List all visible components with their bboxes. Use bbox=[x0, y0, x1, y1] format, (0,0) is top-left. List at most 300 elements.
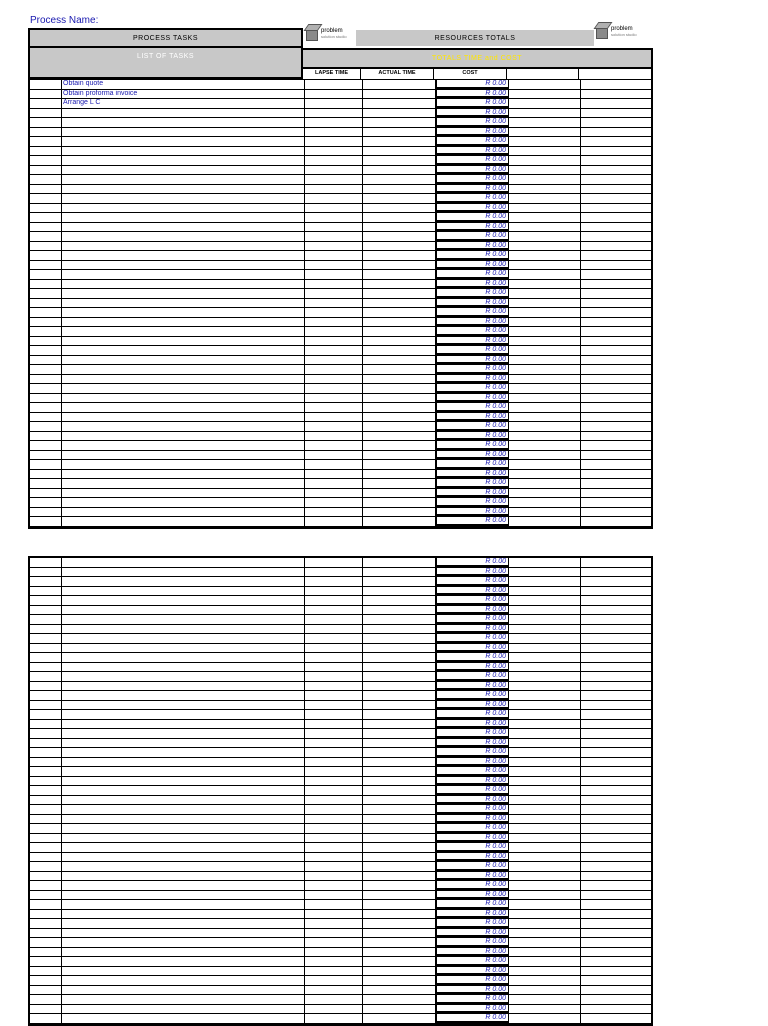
resource-cell-1[interactable] bbox=[509, 156, 581, 165]
lapse-time-cell[interactable] bbox=[305, 1014, 363, 1023]
task-cell[interactable] bbox=[62, 251, 305, 260]
resource-cell-1[interactable] bbox=[509, 460, 581, 469]
resource-cell-1[interactable] bbox=[509, 596, 581, 605]
resource-cell-2[interactable] bbox=[581, 251, 651, 260]
resource-cell-2[interactable] bbox=[581, 270, 651, 279]
resource-cell-1[interactable] bbox=[509, 299, 581, 308]
resource-cell-1[interactable] bbox=[509, 432, 581, 441]
row-number-cell[interactable] bbox=[30, 109, 62, 118]
resource-cell-2[interactable] bbox=[581, 976, 651, 985]
cost-cell[interactable]: R 0.00 bbox=[436, 853, 509, 862]
actual-time-cell[interactable] bbox=[363, 403, 436, 412]
resource-cell-2[interactable] bbox=[581, 318, 651, 327]
resource-cell-1[interactable] bbox=[509, 663, 581, 672]
row-number-cell[interactable] bbox=[30, 824, 62, 833]
lapse-time-cell[interactable] bbox=[305, 653, 363, 662]
resource-cell-1[interactable] bbox=[509, 824, 581, 833]
cost-cell[interactable]: R 0.00 bbox=[436, 625, 509, 634]
row-number-cell[interactable] bbox=[30, 413, 62, 422]
lapse-time-cell[interactable] bbox=[305, 498, 363, 507]
lapse-time-cell[interactable] bbox=[305, 834, 363, 843]
actual-time-cell[interactable] bbox=[363, 289, 436, 298]
resource-cell-1[interactable] bbox=[509, 815, 581, 824]
resource-cell-1[interactable] bbox=[509, 653, 581, 662]
cost-cell[interactable]: R 0.00 bbox=[436, 948, 509, 957]
row-number-cell[interactable] bbox=[30, 834, 62, 843]
cost-cell[interactable]: R 0.00 bbox=[436, 881, 509, 890]
task-cell[interactable] bbox=[62, 346, 305, 355]
row-number-cell[interactable] bbox=[30, 318, 62, 327]
resource-cell-1[interactable] bbox=[509, 853, 581, 862]
cost-cell[interactable]: R 0.00 bbox=[436, 204, 509, 213]
resource-cell-2[interactable] bbox=[581, 1014, 651, 1023]
actual-time-cell[interactable] bbox=[363, 758, 436, 767]
actual-time-cell[interactable] bbox=[363, 891, 436, 900]
cost-cell[interactable]: R 0.00 bbox=[436, 767, 509, 776]
actual-time-cell[interactable] bbox=[363, 843, 436, 852]
cost-cell[interactable]: R 0.00 bbox=[436, 720, 509, 729]
task-cell[interactable] bbox=[62, 853, 305, 862]
task-cell[interactable] bbox=[62, 587, 305, 596]
resource-cell-2[interactable] bbox=[581, 834, 651, 843]
actual-time-cell[interactable] bbox=[363, 413, 436, 422]
cost-cell[interactable]: R 0.00 bbox=[436, 318, 509, 327]
task-cell[interactable] bbox=[62, 166, 305, 175]
cost-cell[interactable]: R 0.00 bbox=[436, 653, 509, 662]
lapse-time-cell[interactable] bbox=[305, 109, 363, 118]
cost-cell[interactable]: R 0.00 bbox=[436, 280, 509, 289]
actual-time-cell[interactable] bbox=[363, 175, 436, 184]
actual-time-cell[interactable] bbox=[363, 881, 436, 890]
resource-cell-2[interactable] bbox=[581, 403, 651, 412]
cost-cell[interactable]: R 0.00 bbox=[436, 394, 509, 403]
lapse-time-cell[interactable] bbox=[305, 356, 363, 365]
resource-cell-2[interactable] bbox=[581, 299, 651, 308]
lapse-time-cell[interactable] bbox=[305, 194, 363, 203]
resource-cell-2[interactable] bbox=[581, 957, 651, 966]
actual-time-cell[interactable] bbox=[363, 90, 436, 99]
task-cell[interactable] bbox=[62, 625, 305, 634]
resource-cell-2[interactable] bbox=[581, 128, 651, 137]
cost-cell[interactable]: R 0.00 bbox=[436, 109, 509, 118]
task-cell[interactable] bbox=[62, 118, 305, 127]
row-number-cell[interactable] bbox=[30, 672, 62, 681]
resource-cell-2[interactable] bbox=[581, 739, 651, 748]
actual-time-cell[interactable] bbox=[363, 327, 436, 336]
task-cell[interactable] bbox=[62, 900, 305, 909]
row-number-cell[interactable] bbox=[30, 289, 62, 298]
resource-cell-2[interactable] bbox=[581, 596, 651, 605]
actual-time-cell[interactable] bbox=[363, 365, 436, 374]
actual-time-cell[interactable] bbox=[363, 498, 436, 507]
actual-time-cell[interactable] bbox=[363, 720, 436, 729]
resource-cell-2[interactable] bbox=[581, 175, 651, 184]
cost-cell[interactable]: R 0.00 bbox=[436, 739, 509, 748]
row-number-cell[interactable] bbox=[30, 767, 62, 776]
row-number-cell[interactable] bbox=[30, 156, 62, 165]
task-cell[interactable] bbox=[62, 615, 305, 624]
resource-cell-2[interactable] bbox=[581, 204, 651, 213]
row-number-cell[interactable] bbox=[30, 653, 62, 662]
row-number-cell[interactable] bbox=[30, 748, 62, 757]
lapse-time-cell[interactable] bbox=[305, 919, 363, 928]
resource-cell-2[interactable] bbox=[581, 729, 651, 738]
actual-time-cell[interactable] bbox=[363, 644, 436, 653]
resource-cell-2[interactable] bbox=[581, 815, 651, 824]
cost-cell[interactable]: R 0.00 bbox=[436, 748, 509, 757]
resource-cell-1[interactable] bbox=[509, 938, 581, 947]
lapse-time-cell[interactable] bbox=[305, 729, 363, 738]
lapse-time-cell[interactable] bbox=[305, 185, 363, 194]
row-number-cell[interactable] bbox=[30, 90, 62, 99]
task-cell[interactable] bbox=[62, 223, 305, 232]
resource-cell-1[interactable] bbox=[509, 185, 581, 194]
cost-cell[interactable]: R 0.00 bbox=[436, 796, 509, 805]
resource-cell-2[interactable] bbox=[581, 663, 651, 672]
lapse-time-cell[interactable] bbox=[305, 156, 363, 165]
resource-cell-1[interactable] bbox=[509, 919, 581, 928]
actual-time-cell[interactable] bbox=[363, 1014, 436, 1023]
task-cell[interactable] bbox=[62, 995, 305, 1004]
resource-cell-2[interactable] bbox=[581, 625, 651, 634]
lapse-time-cell[interactable] bbox=[305, 587, 363, 596]
actual-time-cell[interactable] bbox=[363, 80, 436, 89]
resource-cell-1[interactable] bbox=[509, 346, 581, 355]
actual-time-cell[interactable] bbox=[363, 710, 436, 719]
task-cell[interactable] bbox=[62, 337, 305, 346]
task-cell[interactable] bbox=[62, 682, 305, 691]
cost-cell[interactable]: R 0.00 bbox=[436, 910, 509, 919]
task-cell[interactable]: Obtain proforma invoice bbox=[62, 90, 305, 99]
lapse-time-cell[interactable] bbox=[305, 137, 363, 146]
actual-time-cell[interactable] bbox=[363, 194, 436, 203]
resource-cell-1[interactable] bbox=[509, 834, 581, 843]
resource-cell-2[interactable] bbox=[581, 653, 651, 662]
resource-cell-1[interactable] bbox=[509, 948, 581, 957]
resource-cell-1[interactable] bbox=[509, 729, 581, 738]
actual-time-cell[interactable] bbox=[363, 109, 436, 118]
row-number-cell[interactable] bbox=[30, 872, 62, 881]
lapse-time-cell[interactable] bbox=[305, 986, 363, 995]
task-cell[interactable] bbox=[62, 403, 305, 412]
task-cell[interactable] bbox=[62, 957, 305, 966]
task-cell[interactable] bbox=[62, 929, 305, 938]
lapse-time-cell[interactable] bbox=[305, 596, 363, 605]
resource-cell-2[interactable] bbox=[581, 242, 651, 251]
row-number-cell[interactable] bbox=[30, 346, 62, 355]
lapse-time-cell[interactable] bbox=[305, 403, 363, 412]
row-number-cell[interactable] bbox=[30, 558, 62, 567]
row-number-cell[interactable] bbox=[30, 986, 62, 995]
resource-cell-2[interactable] bbox=[581, 384, 651, 393]
resource-cell-1[interactable] bbox=[509, 517, 581, 526]
actual-time-cell[interactable] bbox=[363, 394, 436, 403]
row-number-cell[interactable] bbox=[30, 166, 62, 175]
task-cell[interactable] bbox=[62, 862, 305, 871]
lapse-time-cell[interactable] bbox=[305, 995, 363, 1004]
resource-cell-2[interactable] bbox=[581, 710, 651, 719]
resource-cell-2[interactable] bbox=[581, 786, 651, 795]
lapse-time-cell[interactable] bbox=[305, 796, 363, 805]
resource-cell-2[interactable] bbox=[581, 517, 651, 526]
resource-cell-1[interactable] bbox=[509, 289, 581, 298]
actual-time-cell[interactable] bbox=[363, 615, 436, 624]
actual-time-cell[interactable] bbox=[363, 451, 436, 460]
task-cell[interactable] bbox=[62, 242, 305, 251]
cost-cell[interactable]: R 0.00 bbox=[436, 786, 509, 795]
actual-time-cell[interactable] bbox=[363, 558, 436, 567]
actual-time-cell[interactable] bbox=[363, 872, 436, 881]
row-number-cell[interactable] bbox=[30, 251, 62, 260]
row-number-cell[interactable] bbox=[30, 508, 62, 517]
row-number-cell[interactable] bbox=[30, 489, 62, 498]
lapse-time-cell[interactable] bbox=[305, 166, 363, 175]
actual-time-cell[interactable] bbox=[363, 606, 436, 615]
resource-cell-1[interactable] bbox=[509, 634, 581, 643]
lapse-time-cell[interactable] bbox=[305, 337, 363, 346]
row-number-cell[interactable] bbox=[30, 432, 62, 441]
resource-cell-1[interactable] bbox=[509, 270, 581, 279]
task-cell[interactable] bbox=[62, 758, 305, 767]
cost-cell[interactable]: R 0.00 bbox=[436, 967, 509, 976]
resource-cell-2[interactable] bbox=[581, 720, 651, 729]
task-cell[interactable] bbox=[62, 634, 305, 643]
resource-cell-2[interactable] bbox=[581, 394, 651, 403]
row-number-cell[interactable] bbox=[30, 805, 62, 814]
task-cell[interactable] bbox=[62, 137, 305, 146]
cost-cell[interactable]: R 0.00 bbox=[436, 147, 509, 156]
row-number-cell[interactable] bbox=[30, 710, 62, 719]
cost-cell[interactable]: R 0.00 bbox=[436, 929, 509, 938]
cost-cell[interactable]: R 0.00 bbox=[436, 232, 509, 241]
lapse-time-cell[interactable] bbox=[305, 318, 363, 327]
task-cell[interactable] bbox=[62, 327, 305, 336]
resource-cell-1[interactable] bbox=[509, 986, 581, 995]
actual-time-cell[interactable] bbox=[363, 767, 436, 776]
actual-time-cell[interactable] bbox=[363, 441, 436, 450]
resource-cell-2[interactable] bbox=[581, 634, 651, 643]
row-number-cell[interactable] bbox=[30, 356, 62, 365]
actual-time-cell[interactable] bbox=[363, 587, 436, 596]
actual-time-cell[interactable] bbox=[363, 213, 436, 222]
task-cell[interactable]: Obtain quote bbox=[62, 80, 305, 89]
actual-time-cell[interactable] bbox=[363, 1005, 436, 1014]
task-cell[interactable] bbox=[62, 872, 305, 881]
resource-cell-2[interactable] bbox=[581, 90, 651, 99]
resource-cell-1[interactable] bbox=[509, 80, 581, 89]
resource-cell-2[interactable] bbox=[581, 644, 651, 653]
task-cell[interactable] bbox=[62, 489, 305, 498]
lapse-time-cell[interactable] bbox=[305, 280, 363, 289]
lapse-time-cell[interactable] bbox=[305, 327, 363, 336]
actual-time-cell[interactable] bbox=[363, 156, 436, 165]
task-cell[interactable] bbox=[62, 672, 305, 681]
resource-cell-1[interactable] bbox=[509, 422, 581, 431]
lapse-time-cell[interactable] bbox=[305, 900, 363, 909]
lapse-time-cell[interactable] bbox=[305, 99, 363, 108]
task-cell[interactable] bbox=[62, 824, 305, 833]
row-number-cell[interactable] bbox=[30, 786, 62, 795]
lapse-time-cell[interactable] bbox=[305, 394, 363, 403]
resource-cell-1[interactable] bbox=[509, 251, 581, 260]
cost-cell[interactable]: R 0.00 bbox=[436, 805, 509, 814]
task-cell[interactable] bbox=[62, 289, 305, 298]
row-number-cell[interactable] bbox=[30, 213, 62, 222]
lapse-time-cell[interactable] bbox=[305, 204, 363, 213]
task-cell[interactable] bbox=[62, 910, 305, 919]
lapse-time-cell[interactable] bbox=[305, 223, 363, 232]
row-number-cell[interactable] bbox=[30, 394, 62, 403]
task-cell[interactable] bbox=[62, 470, 305, 479]
lapse-time-cell[interactable] bbox=[305, 739, 363, 748]
cost-cell[interactable]: R 0.00 bbox=[436, 938, 509, 947]
cost-cell[interactable]: R 0.00 bbox=[436, 498, 509, 507]
actual-time-cell[interactable] bbox=[363, 337, 436, 346]
resource-cell-1[interactable] bbox=[509, 929, 581, 938]
task-cell[interactable] bbox=[62, 128, 305, 137]
resource-cell-2[interactable] bbox=[581, 479, 651, 488]
lapse-time-cell[interactable] bbox=[305, 479, 363, 488]
resource-cell-1[interactable] bbox=[509, 644, 581, 653]
task-cell[interactable] bbox=[62, 834, 305, 843]
cost-cell[interactable]: R 0.00 bbox=[436, 356, 509, 365]
task-cell[interactable] bbox=[62, 644, 305, 653]
row-number-cell[interactable] bbox=[30, 460, 62, 469]
lapse-time-cell[interactable] bbox=[305, 663, 363, 672]
resource-cell-1[interactable] bbox=[509, 498, 581, 507]
cost-cell[interactable]: R 0.00 bbox=[436, 223, 509, 232]
lapse-time-cell[interactable] bbox=[305, 470, 363, 479]
task-cell[interactable] bbox=[62, 213, 305, 222]
task-cell[interactable] bbox=[62, 739, 305, 748]
resource-cell-1[interactable] bbox=[509, 606, 581, 615]
resource-cell-2[interactable] bbox=[581, 356, 651, 365]
resource-cell-1[interactable] bbox=[509, 384, 581, 393]
row-number-cell[interactable] bbox=[30, 615, 62, 624]
resource-cell-1[interactable] bbox=[509, 739, 581, 748]
resource-cell-1[interactable] bbox=[509, 672, 581, 681]
cost-cell[interactable]: R 0.00 bbox=[436, 758, 509, 767]
resource-cell-2[interactable] bbox=[581, 986, 651, 995]
resource-cell-2[interactable] bbox=[581, 691, 651, 700]
cost-cell[interactable]: R 0.00 bbox=[436, 441, 509, 450]
resource-cell-2[interactable] bbox=[581, 1005, 651, 1014]
cost-cell[interactable]: R 0.00 bbox=[436, 634, 509, 643]
row-number-cell[interactable] bbox=[30, 796, 62, 805]
resource-cell-2[interactable] bbox=[581, 948, 651, 957]
resource-cell-1[interactable] bbox=[509, 891, 581, 900]
actual-time-cell[interactable] bbox=[363, 824, 436, 833]
resource-cell-2[interactable] bbox=[581, 118, 651, 127]
task-cell[interactable] bbox=[62, 663, 305, 672]
row-number-cell[interactable] bbox=[30, 299, 62, 308]
task-cell[interactable] bbox=[62, 796, 305, 805]
actual-time-cell[interactable] bbox=[363, 166, 436, 175]
cost-cell[interactable]: R 0.00 bbox=[436, 251, 509, 260]
task-cell[interactable] bbox=[62, 967, 305, 976]
cost-cell[interactable]: R 0.00 bbox=[436, 384, 509, 393]
task-cell[interactable] bbox=[62, 691, 305, 700]
row-number-cell[interactable] bbox=[30, 995, 62, 1004]
row-number-cell[interactable] bbox=[30, 137, 62, 146]
lapse-time-cell[interactable] bbox=[305, 432, 363, 441]
resource-cell-1[interactable] bbox=[509, 365, 581, 374]
resource-cell-1[interactable] bbox=[509, 166, 581, 175]
lapse-time-cell[interactable] bbox=[305, 720, 363, 729]
task-cell[interactable] bbox=[62, 261, 305, 270]
lapse-time-cell[interactable] bbox=[305, 451, 363, 460]
lapse-time-cell[interactable] bbox=[305, 929, 363, 938]
resource-cell-1[interactable] bbox=[509, 862, 581, 871]
resource-cell-2[interactable] bbox=[581, 938, 651, 947]
resource-cell-2[interactable] bbox=[581, 672, 651, 681]
row-number-cell[interactable] bbox=[30, 261, 62, 270]
resource-cell-1[interactable] bbox=[509, 451, 581, 460]
resource-cell-1[interactable] bbox=[509, 327, 581, 336]
resource-cell-1[interactable] bbox=[509, 413, 581, 422]
actual-time-cell[interactable] bbox=[363, 375, 436, 384]
resource-cell-2[interactable] bbox=[581, 365, 651, 374]
row-number-cell[interactable] bbox=[30, 967, 62, 976]
row-number-cell[interactable] bbox=[30, 479, 62, 488]
cost-cell[interactable]: R 0.00 bbox=[436, 995, 509, 1004]
actual-time-cell[interactable] bbox=[363, 634, 436, 643]
resource-cell-1[interactable] bbox=[509, 1005, 581, 1014]
actual-time-cell[interactable] bbox=[363, 299, 436, 308]
lapse-time-cell[interactable] bbox=[305, 862, 363, 871]
cost-cell[interactable]: R 0.00 bbox=[436, 606, 509, 615]
resource-cell-2[interactable] bbox=[581, 577, 651, 586]
cost-cell[interactable]: R 0.00 bbox=[436, 90, 509, 99]
lapse-time-cell[interactable] bbox=[305, 213, 363, 222]
row-number-cell[interactable] bbox=[30, 682, 62, 691]
resource-cell-1[interactable] bbox=[509, 232, 581, 241]
task-cell[interactable] bbox=[62, 777, 305, 786]
row-number-cell[interactable] bbox=[30, 337, 62, 346]
resource-cell-1[interactable] bbox=[509, 204, 581, 213]
lapse-time-cell[interactable] bbox=[305, 422, 363, 431]
task-cell[interactable] bbox=[62, 767, 305, 776]
cost-cell[interactable]: R 0.00 bbox=[436, 432, 509, 441]
cost-cell[interactable]: R 0.00 bbox=[436, 663, 509, 672]
resource-cell-1[interactable] bbox=[509, 976, 581, 985]
row-number-cell[interactable] bbox=[30, 634, 62, 643]
actual-time-cell[interactable] bbox=[363, 137, 436, 146]
cost-cell[interactable]: R 0.00 bbox=[436, 375, 509, 384]
actual-time-cell[interactable] bbox=[363, 748, 436, 757]
row-number-cell[interactable] bbox=[30, 910, 62, 919]
row-number-cell[interactable] bbox=[30, 701, 62, 710]
resource-cell-2[interactable] bbox=[581, 223, 651, 232]
actual-time-cell[interactable] bbox=[363, 957, 436, 966]
cost-cell[interactable]: R 0.00 bbox=[436, 615, 509, 624]
actual-time-cell[interactable] bbox=[363, 204, 436, 213]
resource-cell-1[interactable] bbox=[509, 710, 581, 719]
lapse-time-cell[interactable] bbox=[305, 701, 363, 710]
lapse-time-cell[interactable] bbox=[305, 967, 363, 976]
resource-cell-1[interactable] bbox=[509, 175, 581, 184]
resource-cell-1[interactable] bbox=[509, 403, 581, 412]
cost-cell[interactable]: R 0.00 bbox=[436, 194, 509, 203]
lapse-time-cell[interactable] bbox=[305, 615, 363, 624]
lapse-time-cell[interactable] bbox=[305, 758, 363, 767]
actual-time-cell[interactable] bbox=[363, 346, 436, 355]
lapse-time-cell[interactable] bbox=[305, 691, 363, 700]
resource-cell-1[interactable] bbox=[509, 489, 581, 498]
resource-cell-1[interactable] bbox=[509, 242, 581, 251]
actual-time-cell[interactable] bbox=[363, 232, 436, 241]
cost-cell[interactable]: R 0.00 bbox=[436, 346, 509, 355]
